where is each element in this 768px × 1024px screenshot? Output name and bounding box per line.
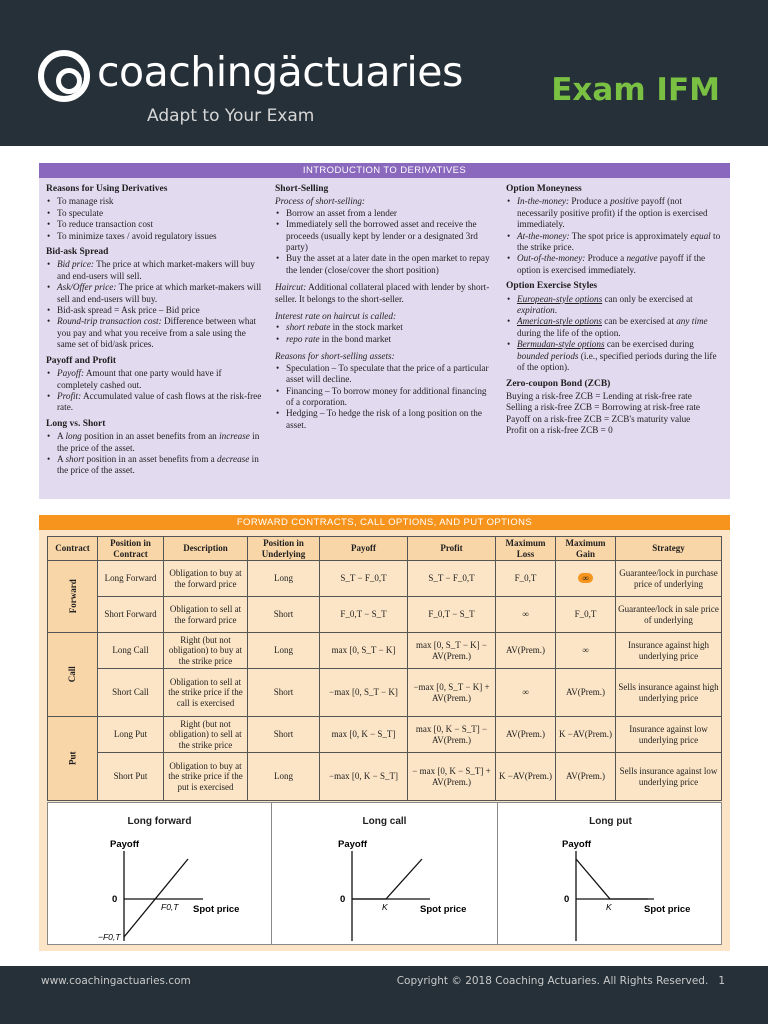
column-header: Position in Contract: [98, 537, 164, 561]
list-item: • At-the-money: The spot price is approximately equal to the strike price.: [506, 231, 724, 254]
table-cell: Short: [248, 717, 320, 753]
process-title: Process of short-selling:: [275, 196, 365, 207]
payoff-profit-title: Payoff and Profit: [46, 355, 117, 366]
list-item: • A long position in an asset benefits from an increase in the price of the asset.: [46, 431, 264, 454]
list-item: • To minimize taxes / avoid regulatory issues: [46, 231, 264, 242]
long-short-list: [46, 431, 264, 477]
strike-label: F0,T: [161, 902, 179, 912]
table-cell: Obligation to buy at the strike price if the put is exercised: [164, 753, 248, 801]
table-cell: max [0, K − S_T]: [320, 717, 408, 753]
strike-label: K: [606, 902, 612, 912]
long-short-title: Long vs. Short: [46, 418, 106, 429]
list-item: • American-style options can be exercised at any time during the life of the option.: [506, 316, 724, 339]
table-cell: max [0, S_T − K] − AV(Prem.): [408, 633, 496, 669]
table-cell: AV(Prem.): [556, 753, 616, 801]
table-cell: F_0,T − S_T: [320, 597, 408, 633]
moneyness-list: [506, 196, 724, 276]
table-cell: F_0,T − S_T: [408, 597, 496, 633]
table-cell: [556, 561, 616, 597]
tagline: Adapt to Your Exam: [147, 106, 315, 126]
table-cell: Obligation to buy at the forward price: [164, 561, 248, 597]
table-row: [48, 633, 722, 669]
haircut-text: Haircut: Additional collateral placed with lender by short-seller. It belongs to the short-seller.: [275, 282, 490, 304]
table-cell: −max [0, S_T − K] + AV(Prem.): [408, 669, 496, 717]
logo-text: coachingäctuaries: [97, 48, 463, 96]
list-item: • Speculation – To speculate that the price of a particular asset will decline.: [275, 363, 493, 386]
payoff-line: [352, 859, 422, 899]
table-cell: −max [0, K − S_T]: [320, 753, 408, 801]
table-cell: Long Forward: [98, 561, 164, 597]
table-row: [48, 597, 722, 633]
reasons-title: Reasons for Using Derivatives: [46, 184, 168, 194]
column-header: Payoff: [320, 537, 408, 561]
graph-title: Long call: [362, 816, 407, 827]
graph-title: Long forward: [127, 816, 192, 827]
table-cell: Sells insurance against low underlying price: [616, 753, 722, 801]
moneyness-title: Option Moneyness: [506, 184, 582, 194]
table-cell: Long: [248, 561, 320, 597]
strike-label: K: [382, 902, 388, 912]
column-header: Maximum Loss: [496, 537, 556, 561]
intro-column-1: [46, 184, 264, 477]
list-item: • Profit: Accumulated value of cash flows at the risk-free rate.: [46, 391, 264, 414]
table-cell: S_T − F_0,T: [408, 561, 496, 597]
zcb-line: Selling a risk-free ZCB = Borrowing at risk-free rate: [506, 402, 700, 413]
logo-at-icon: [38, 50, 90, 102]
table-cell: Short Call: [98, 669, 164, 717]
list-item: • Buy the asset at a later date in the open market to repay the lender (close/cover the short position): [275, 253, 493, 276]
zcb-line: Payoff on a risk-free ZCB = ZCB's maturity value: [506, 413, 691, 424]
footer-copyright: Copyright © 2018 Coaching Actuaries. All Rights Reserved. 1: [396, 975, 725, 987]
payoff-line: [124, 859, 188, 937]
list-item: • In-the-money: Produce a positive payoff (not necessarily positive profit) if the option is exercised immediately.: [506, 196, 724, 230]
list-item: • repo rate in the bond market: [275, 334, 493, 345]
list-item: • To reduce transaction cost: [46, 219, 264, 230]
graph-title: Long put: [589, 816, 632, 827]
table-cell: AV(Prem.): [496, 633, 556, 669]
bidask-list: [46, 259, 264, 350]
table-row: [48, 717, 722, 753]
page-footer: [0, 966, 768, 1024]
table-cell: AV(Prem.): [556, 669, 616, 717]
table-cell: Long: [248, 753, 320, 801]
table-cell: Right (but not obligation) to buy at the strike price: [164, 633, 248, 669]
table-cell: K −AV(Prem.): [556, 717, 616, 753]
x-axis-label: Spot price: [193, 904, 240, 915]
table-cell: − max [0, K − S_T] + AV(Prem.): [408, 753, 496, 801]
footer-url-link[interactable]: www.coachingactuaries.com: [41, 975, 191, 987]
list-item: • Bid-ask spread = Ask price – Bid price: [46, 305, 264, 316]
zero-label: 0: [340, 894, 346, 905]
table-cell: ∞: [496, 597, 556, 633]
list-item: • To speculate: [46, 208, 264, 219]
table-cell: [616, 561, 722, 597]
graph-long-put: [498, 803, 723, 944]
bidask-title: Bid-ask Spread: [46, 247, 109, 258]
group-forward: Forward: [48, 561, 98, 633]
table-cell: max [0, K − S_T] − AV(Prem.): [408, 717, 496, 753]
long-call-svg: [272, 803, 498, 944]
exercise-styles-list: [506, 294, 724, 374]
intro-section-title: INTRODUCTION TO DERIVATIVES: [39, 163, 730, 178]
list-item: • To manage risk: [46, 196, 264, 207]
list-item: • Immediately sell the borrowed asset and receive the proceeds (usually kept by lender or a designated 3rd party): [275, 219, 493, 253]
y-axis-label: Payoff: [110, 839, 140, 850]
table-row: [48, 561, 722, 597]
list-item: • Borrow an asset from a lender: [275, 208, 493, 219]
list-item: • short rebate in the stock market: [275, 322, 493, 333]
column-header: Position in Underlying: [248, 537, 320, 561]
list-item: • Financing – To borrow money for additional financing of a corporation.: [275, 386, 493, 409]
ss-reasons-title: Reasons for short-selling assets:: [275, 351, 395, 362]
table-cell: Short: [248, 669, 320, 717]
list-item: • European-style options can only be exercised at expiration.: [506, 294, 724, 317]
table-cell: S_T − F_0,T: [320, 561, 408, 597]
column-header: Maximum Gain: [556, 537, 616, 561]
table-cell: Short Put: [98, 753, 164, 801]
highlight-mark: ∞: [578, 573, 592, 583]
table-cell: ∞: [556, 633, 616, 669]
options-table: [47, 536, 722, 801]
long-forward-svg: [48, 803, 272, 944]
list-item: • Ask/Offer price: The price at which market-makers will sell and end-users will buy.: [46, 282, 264, 305]
table-row: [48, 753, 722, 801]
intro-section: [39, 178, 730, 499]
table-row: [48, 669, 722, 717]
strategy-text: Guarantee/lock in purchase price of underlying: [619, 568, 718, 589]
table-cell: AV(Prem.): [496, 717, 556, 753]
list-item: • Hedging – To hedge the risk of a long position on the asset.: [275, 408, 493, 431]
graph-long-forward: [48, 803, 272, 944]
ss-reasons-list: [275, 363, 493, 431]
table-cell: −max [0, S_T − K]: [320, 669, 408, 717]
short-selling-title: Short-Selling: [275, 184, 329, 194]
zcb-line: Buying a risk-free ZCB = Lending at risk-free rate: [506, 390, 692, 401]
y-axis-label: Payoff: [338, 839, 368, 850]
x-axis-label: Spot price: [644, 904, 691, 915]
payoff-graphs: [47, 802, 722, 945]
table-cell: Sells insurance against high underlying price: [616, 669, 722, 717]
intro-column-3: [506, 184, 724, 437]
column-header: Description: [164, 537, 248, 561]
exercise-styles-title: Option Exercise Styles: [506, 281, 598, 292]
zero-label: 0: [112, 894, 118, 905]
list-item: • Out-of-the-money: Produce a negative payoff if the option is exercised immediately.: [506, 253, 724, 276]
table-cell: Long Put: [98, 717, 164, 753]
reasons-list: [46, 196, 264, 242]
table-cell: F_0,T: [556, 597, 616, 633]
list-item: • Round-trip transaction cost: Difference between what you pay and what you receive from a sale using the same set of bid/ask prices.: [46, 316, 264, 350]
table-cell: Long: [248, 633, 320, 669]
table-cell: Insurance against high underlying price: [616, 633, 722, 669]
interest-list: [275, 322, 493, 345]
options-section-title: FORWARD CONTRACTS, CALL OPTIONS, AND PUT OPTIONS: [39, 515, 730, 530]
neg-forward-label: −F0,T: [98, 932, 121, 942]
table-cell: Obligation to sell at the forward price: [164, 597, 248, 633]
list-item: • A short position in an asset benefits from a decrease in the price of the asset.: [46, 454, 264, 477]
list-item: • Payoff: Amount that one party would have if completely cashed out.: [46, 368, 264, 391]
interest-title: Interest rate on haircut is called:: [275, 311, 397, 322]
list-item: • Bermudan-style options can be exercised during bounded periods (i.e., specified periods during the life of the option).: [506, 339, 724, 373]
long-put-svg: [498, 803, 723, 944]
group-call: Call: [48, 633, 98, 717]
table-cell: max [0, S_T − K]: [320, 633, 408, 669]
table-cell: Short: [248, 597, 320, 633]
table-cell: ∞: [496, 669, 556, 717]
table-cell: Right (but not obligation) to sell at the strike price: [164, 717, 248, 753]
x-axis-label: Spot price: [420, 904, 467, 915]
table-cell: K −AV(Prem.): [496, 753, 556, 801]
table-cell: Short Forward: [98, 597, 164, 633]
payoff-line: [576, 859, 648, 899]
column-header: Profit: [408, 537, 496, 561]
process-list: [275, 208, 493, 276]
table-cell: Insurance against low underlying price: [616, 717, 722, 753]
graph-long-call: [272, 803, 498, 944]
table-header-row: [48, 537, 722, 561]
column-header: Strategy: [616, 537, 722, 561]
column-header: Contract: [48, 537, 98, 561]
intro-column-2: [275, 184, 493, 431]
table-cell: Guarantee/lock in sale price of underlying: [616, 597, 722, 633]
exam-title: Exam IFM: [551, 72, 720, 108]
page-number: 1: [718, 975, 725, 987]
y-axis-label: Payoff: [562, 839, 592, 850]
table-cell: Long Call: [98, 633, 164, 669]
page-header: [0, 0, 768, 146]
payoff-list: [46, 368, 264, 414]
list-item: • Bid price: The price at which market-makers will buy and end-users will sell.: [46, 259, 264, 282]
group-put: Put: [48, 717, 98, 801]
zcb-line: Profit on a risk-free ZCB = 0: [506, 425, 613, 436]
zero-label: 0: [564, 894, 570, 905]
table-cell: Obligation to sell at the strike price if the call is exercised: [164, 669, 248, 717]
table-cell: F_0,T: [496, 561, 556, 597]
zcb-title: Zero-coupon Bond (ZCB): [506, 378, 611, 389]
